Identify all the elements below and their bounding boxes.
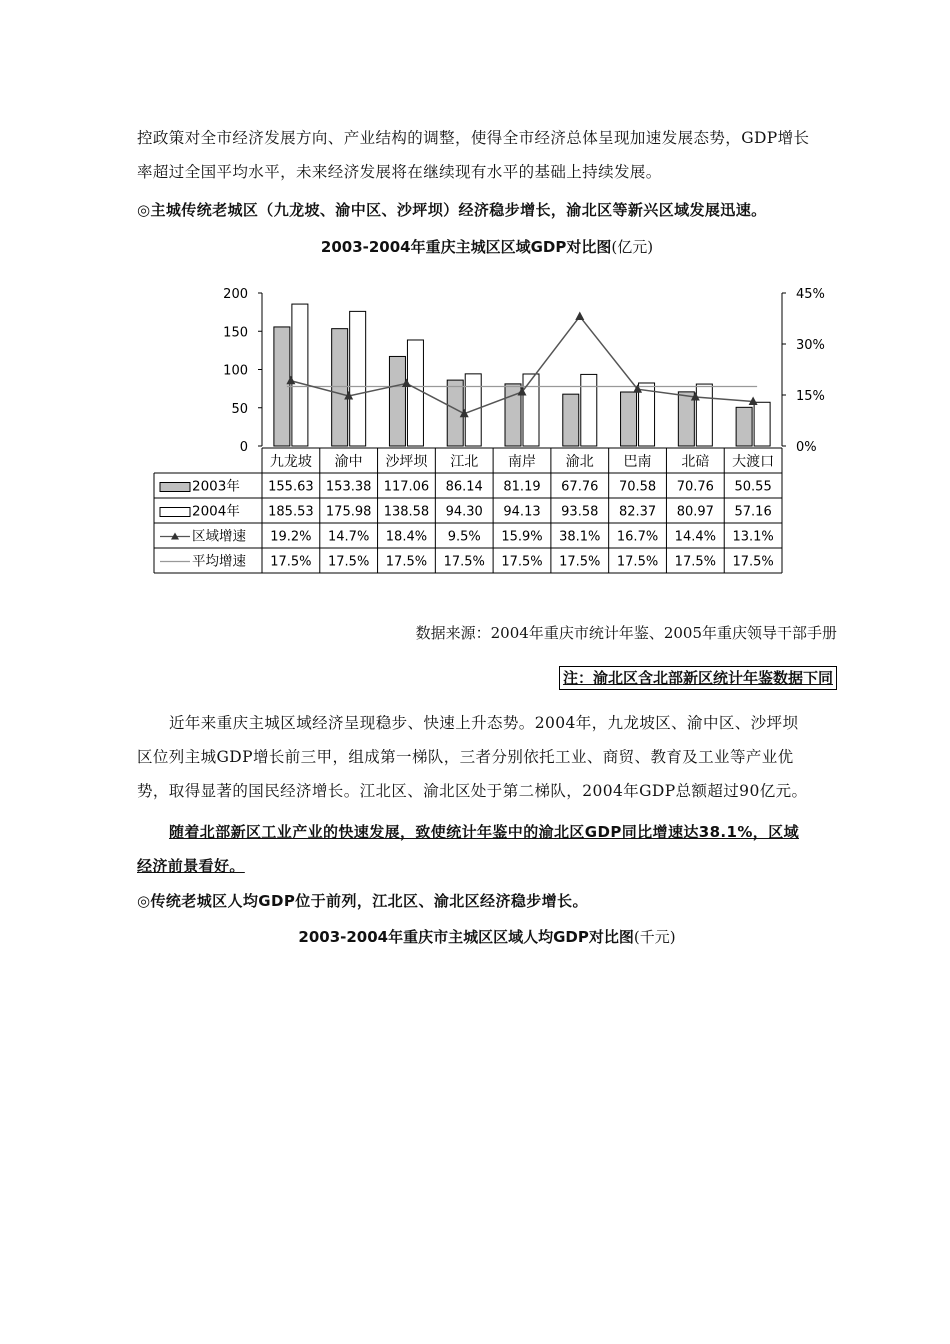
category-label: 南岸 xyxy=(508,454,536,470)
data-table-cell: 80.97 xyxy=(676,504,714,520)
intro-paragraph xyxy=(137,121,837,189)
bar-2003 xyxy=(389,356,405,446)
legend-label: 区域增速 xyxy=(192,528,246,545)
data-table-cell: 14.4% xyxy=(674,529,716,545)
data-table-cell: 17.5% xyxy=(559,554,601,570)
data-table-cell: 175.98 xyxy=(325,504,372,520)
chart-2-title xyxy=(137,926,837,947)
data-table-cell: 138.58 xyxy=(383,504,430,520)
data-table-cell: 94.30 xyxy=(445,504,483,520)
category-label: 九龙坡 xyxy=(269,454,312,470)
data-table-cell: 17.5% xyxy=(674,554,716,570)
data-table-cell: 17.5% xyxy=(501,554,543,570)
bar-2004 xyxy=(407,340,423,446)
data-table-cell: 17.5% xyxy=(328,554,370,570)
data-table-cell: 14.7% xyxy=(328,529,370,545)
data-table-cell: 185.53 xyxy=(268,504,314,520)
data-table-cell: 70.58 xyxy=(618,479,657,495)
gdp-comparison-chart xyxy=(150,278,825,583)
bar-2003 xyxy=(563,394,579,446)
body-paragraph-cont xyxy=(137,740,837,808)
bar-2003 xyxy=(736,407,752,446)
category-label: 沙坪坝 xyxy=(385,454,428,470)
category-label: 渝中 xyxy=(334,454,363,470)
intro-line-1: 控政策对全市经济发展方向、产业结构的调整，使得全市经济总体呈现加速发展态势，GDP增长 xyxy=(137,129,810,147)
body-paragraph xyxy=(137,706,837,740)
data-table-cell: 155.63 xyxy=(268,479,314,495)
data-table-cell: 17.5% xyxy=(270,554,312,570)
left-axis-tick-label: 0 xyxy=(239,440,248,455)
data-table-cell: 82.37 xyxy=(618,504,657,520)
legend-label: 2004年 xyxy=(192,503,240,520)
data-table-cell: 67.76 xyxy=(561,479,599,495)
chart-1-title-main: 2003-2004年重庆主城区区域GDP对比图 xyxy=(320,238,612,256)
highlight-paragraph-cont xyxy=(137,849,837,883)
data-source: 数据来源：2004年重庆市统计年鉴、2005年重庆领导干部手册 xyxy=(415,624,837,642)
legend-swatch-bar xyxy=(160,483,190,492)
body-line-1: 近年来重庆主城区域经济呈现稳步、快速上升态势。2004年，九龙坡区、渝中区、沙坪坝 xyxy=(169,714,799,732)
right-axis-tick-label: 30% xyxy=(796,338,825,353)
highlight-paragraph xyxy=(137,815,837,849)
data-table-cell: 17.5% xyxy=(385,554,428,570)
growth-point-marker xyxy=(575,311,584,320)
data-table-cell: 117.06 xyxy=(383,479,430,495)
bar-2004 xyxy=(696,384,712,446)
data-table-cell: 93.58 xyxy=(561,504,599,520)
bar-2004 xyxy=(523,374,539,446)
data-table-cell: 50.55 xyxy=(734,479,772,495)
bar-2003 xyxy=(621,392,637,446)
section-heading-1: ◎主城传统老城区（九龙坡、渝中区、沙坪坝）经济稳步增长，渝北区等新兴区域发展迅速。 xyxy=(137,201,767,219)
bar-2004 xyxy=(350,311,366,446)
category-label: 大渡口 xyxy=(732,454,775,470)
data-table-cell: 94.13 xyxy=(503,504,541,520)
data-table-cell: 57.16 xyxy=(734,504,772,520)
data-table-cell: 86.14 xyxy=(445,479,483,495)
legend-swatch-bar xyxy=(160,508,190,517)
chart-1-title-unit: (亿元) xyxy=(611,238,654,256)
bar-2003 xyxy=(447,380,463,446)
category-label: 北碚 xyxy=(681,454,710,470)
right-axis-tick-label: 0% xyxy=(796,440,817,455)
data-table-cell: 17.5% xyxy=(616,554,659,570)
left-axis-tick-label: 50 xyxy=(231,401,248,417)
highlight-line-2: 经济前景看好。 xyxy=(137,857,245,875)
left-axis-tick-label: 100 xyxy=(223,363,248,379)
legend-label: 平均增速 xyxy=(192,553,246,570)
category-label: 江北 xyxy=(450,454,479,470)
data-table-cell: 15.9% xyxy=(501,529,543,545)
footnote-box: 注：渝北区含北部新区统计年鉴数据下同 xyxy=(559,666,837,690)
category-label: 巴南 xyxy=(623,454,652,470)
left-axis-tick-label: 150 xyxy=(223,325,248,341)
body-line-3: 势，取得显著的国民经济增长。江北区、渝北区处于第二梯队，2004年GDP总额超过90亿元。 xyxy=(137,782,808,800)
highlight-line-1: 随着北部新区工业产业的快速发展，致使统计年鉴中的渝北区GDP同比增速达38.1%，区域 xyxy=(169,823,799,841)
chart-2-title-unit: (千元) xyxy=(633,928,676,946)
data-table-cell: 17.5% xyxy=(732,554,774,570)
bar-2004 xyxy=(754,402,770,446)
intro-line-2: 率超过全国平均水平，未来经济发展将在继续现有水平的基础上持续发展。 xyxy=(137,163,662,181)
data-table-cell: 16.7% xyxy=(616,529,659,545)
data-table-cell: 38.1% xyxy=(559,529,601,545)
category-label: 渝北 xyxy=(565,454,594,470)
bar-2004 xyxy=(292,304,308,446)
legend-label: 2003年 xyxy=(192,478,240,495)
data-table-cell: 17.5% xyxy=(443,554,485,570)
body-line-2: 区位列主城GDP增长前三甲，组成第一梯队，三者分别依托工业、商贸、教育及工业等产业优 xyxy=(137,748,794,766)
bar-2004 xyxy=(581,374,597,446)
data-table-cell: 70.76 xyxy=(676,479,714,495)
chart-2-title-main: 2003-2004年重庆市主城区区域人均GDP对比图 xyxy=(298,928,634,946)
section-heading-2: ◎传统老城区人均GDP位于前列，江北区、渝北区经济稳步增长。 xyxy=(137,892,588,910)
data-table-cell: 18.4% xyxy=(385,529,428,545)
data-table-cell: 9.5% xyxy=(447,529,481,545)
chart-1-title xyxy=(137,236,837,257)
data-table-cell: 153.38 xyxy=(325,479,372,495)
left-axis-tick-label: 200 xyxy=(223,287,248,302)
data-table-cell: 13.1% xyxy=(732,529,774,545)
data-table-cell: 19.2% xyxy=(270,529,312,545)
data-table-cell: 81.19 xyxy=(503,479,541,495)
bar-2003 xyxy=(332,329,348,446)
right-axis-tick-label: 45% xyxy=(796,287,825,302)
right-axis-tick-label: 15% xyxy=(796,389,825,404)
